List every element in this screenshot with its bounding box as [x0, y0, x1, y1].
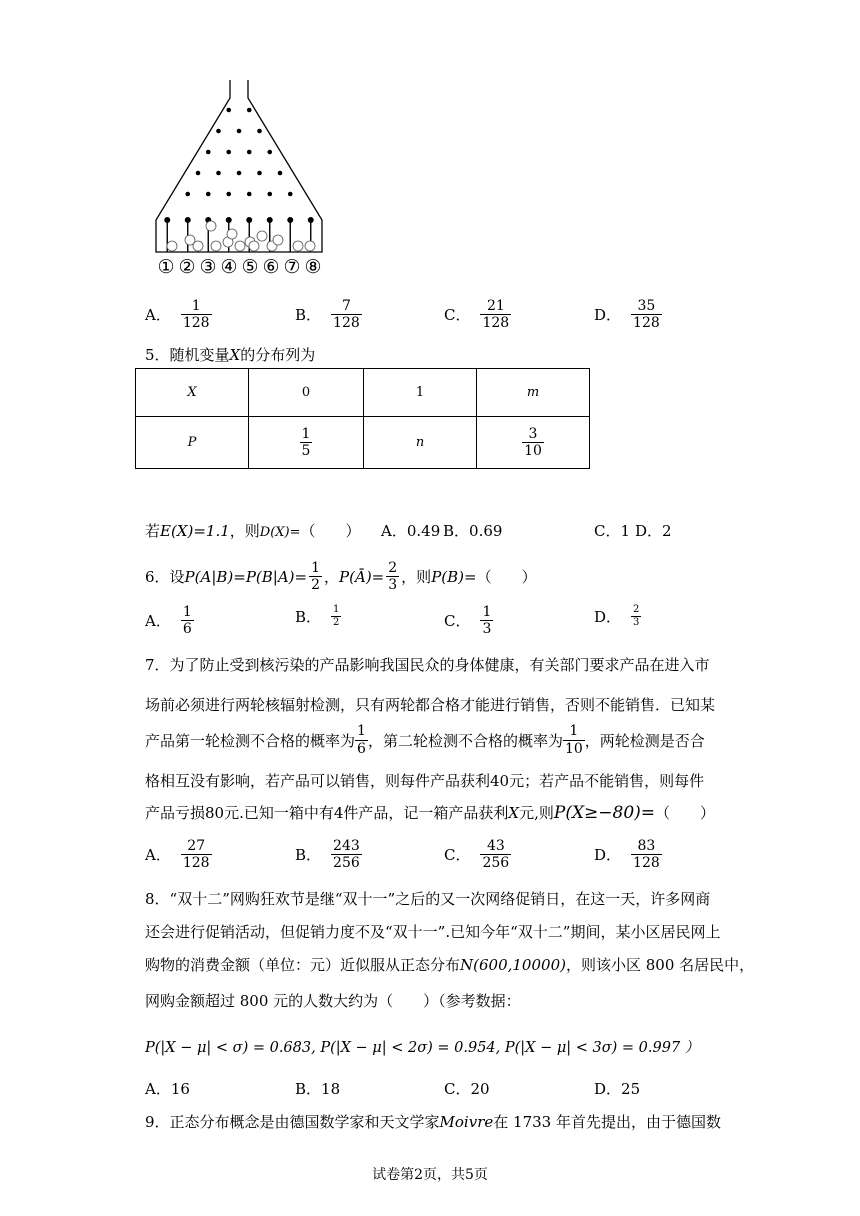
- ball: [235, 241, 245, 251]
- peg: [196, 171, 201, 176]
- ball: [193, 241, 203, 251]
- q5-option-b[interactable]: B．0.69: [443, 522, 503, 540]
- q8-line-2: 还会进行促销活动，但促销力度不及“双十一”.已知今年“双十二”期间，某小区居民网上: [145, 923, 721, 941]
- ball: [273, 235, 283, 245]
- q5-condition: 若E(X)=1.1，则D(X)=（ ） A．0.49 B．0.69 C．1 D．2: [145, 522, 672, 540]
- slot-label: ⑤: [241, 256, 259, 278]
- peg: [226, 192, 231, 197]
- q5-option-d[interactable]: D．2: [635, 522, 672, 540]
- q8-option-b[interactable]: B．18: [295, 1080, 341, 1098]
- slot-label: ①: [157, 256, 175, 278]
- peg: [226, 150, 231, 155]
- peg: [226, 108, 231, 113]
- peg: [257, 171, 262, 176]
- ball: [227, 229, 237, 239]
- q7-line-5: 产品亏损80元.已知一箱中有4件产品，记一箱产品获利X元,则P(X≥−80)=（ ）: [145, 803, 716, 823]
- peg: [216, 171, 221, 176]
- peg: [237, 129, 242, 134]
- q8-reference-formula: P(|X − μ| < σ) = 0.683, P(|X − μ| < 2σ) = 0.954, P(|X − μ| < 3σ) = 0.997 ）: [145, 1040, 700, 1056]
- q6-option-d[interactable]: D． $\frac{2}{3}$: [594, 604, 640, 628]
- q8-line-4: 网购金额超过 800 元的人数大约为（ ）（参考数据：: [145, 992, 521, 1010]
- peg: [206, 192, 211, 197]
- ball: [293, 241, 303, 251]
- ball: [305, 241, 315, 251]
- q7-line-2: 场前必须进行两轮核辐射检测，只有两轮都合格才能进行销售，否则不能销售．已知某: [145, 696, 716, 714]
- q7-line-3: 产品第一轮检测不合格的概率为 $\frac{1}{6}$ ，第二轮检测不合格的概率为 $\frac{1}{10}$ ，两轮检测是否合: [145, 723, 705, 757]
- q8-line-3: 购物的消费金额（单位：元）近似服从正态分布N(600,10000)，则该小区 800 名居民中，: [145, 956, 755, 974]
- slot-label: ③: [199, 256, 217, 278]
- ball: [206, 221, 216, 231]
- q7-option-a[interactable]: A． $\frac{27}{128}$: [145, 838, 210, 872]
- q7-line-1: 7．为了防止受到核污染的产品影响我国民众的身体健康，有关部门要求产品在进入市: [145, 656, 710, 674]
- q8-option-a[interactable]: A．16: [145, 1080, 190, 1098]
- q4-option-c[interactable]: C． $\frac{21}{128}$: [444, 298, 510, 332]
- slot-label: ⑥: [262, 256, 280, 278]
- q8-line-1: 8．“双十二”网购狂欢节是继“双十一”之后的又一次网络促销日，在这一天，许多网商: [145, 890, 711, 908]
- peg: [185, 192, 190, 197]
- q5-distribution-table: X 0 1 m P $\frac{1}{5}$ n $\frac{3}{10}$: [135, 368, 590, 469]
- q6-option-c[interactable]: C． $\frac{1}{3}$: [444, 604, 492, 638]
- q4-option-a[interactable]: A． $\frac{1}{128}$: [145, 298, 210, 332]
- q6-option-a[interactable]: A． $\frac{1}{6}$: [145, 604, 192, 638]
- q8-option-c[interactable]: C．20: [444, 1080, 490, 1098]
- peg: [267, 192, 272, 197]
- q5-option-a[interactable]: A．0.49: [381, 522, 441, 540]
- q6-stem: 6．设 P(A|B)=P(B|A)= $\frac{1}{2}$ ， P(Ā)= $\frac{2}{3}$ ，则 P(B)= （ ）: [145, 560, 537, 594]
- peg: [216, 129, 221, 134]
- q8-options: [145, 1078, 705, 1114]
- peg: [237, 171, 242, 176]
- q5-stem: 5．随机变量X的分布列为: [145, 346, 316, 364]
- ball: [257, 231, 267, 241]
- peg: [288, 192, 293, 197]
- peg: [257, 129, 262, 134]
- ball: [249, 241, 259, 251]
- q7-option-b[interactable]: B． $\frac{243}{256}$: [295, 838, 360, 872]
- q5-option-c[interactable]: C．1: [594, 522, 631, 540]
- peg: [206, 150, 211, 155]
- peg: [247, 192, 252, 197]
- peg: [278, 171, 283, 176]
- ball: [211, 241, 221, 251]
- q9-line-1: 9．正态分布概念是由德国数学家和天文学家Moivre在 1733 年首先提出，由于德国数: [145, 1113, 721, 1131]
- q7-option-d[interactable]: D． $\frac{83}{128}$: [594, 838, 660, 872]
- peg: [247, 150, 252, 155]
- q7-line-4: 格相互没有影响，若产品可以销售，则每件产品获利40元；若产品不能销售，则每件: [145, 772, 705, 790]
- peg: [247, 108, 252, 113]
- q6-option-b[interactable]: B． $\frac{1}{2}$: [295, 604, 340, 628]
- q4-option-b[interactable]: B． $\frac{7}{128}$: [295, 298, 360, 332]
- peg: [267, 150, 272, 155]
- slot-label: ⑦: [283, 256, 301, 278]
- slot-label: ⑧: [304, 256, 322, 278]
- ball: [167, 241, 177, 251]
- q4-option-d[interactable]: D． $\frac{35}{128}$: [594, 298, 660, 332]
- q6-options: [145, 604, 705, 640]
- q7-option-c[interactable]: C． $\frac{43}{256}$: [444, 838, 510, 872]
- q8-option-d[interactable]: D．25: [594, 1080, 641, 1098]
- page-footer: 试卷第2页，共5页: [372, 1167, 488, 1183]
- slot-label: ②: [178, 256, 196, 278]
- q7-options: [145, 838, 705, 874]
- slot-label: ④: [220, 256, 238, 278]
- galton-board-figure: [150, 80, 330, 280]
- q4-options: [145, 298, 705, 334]
